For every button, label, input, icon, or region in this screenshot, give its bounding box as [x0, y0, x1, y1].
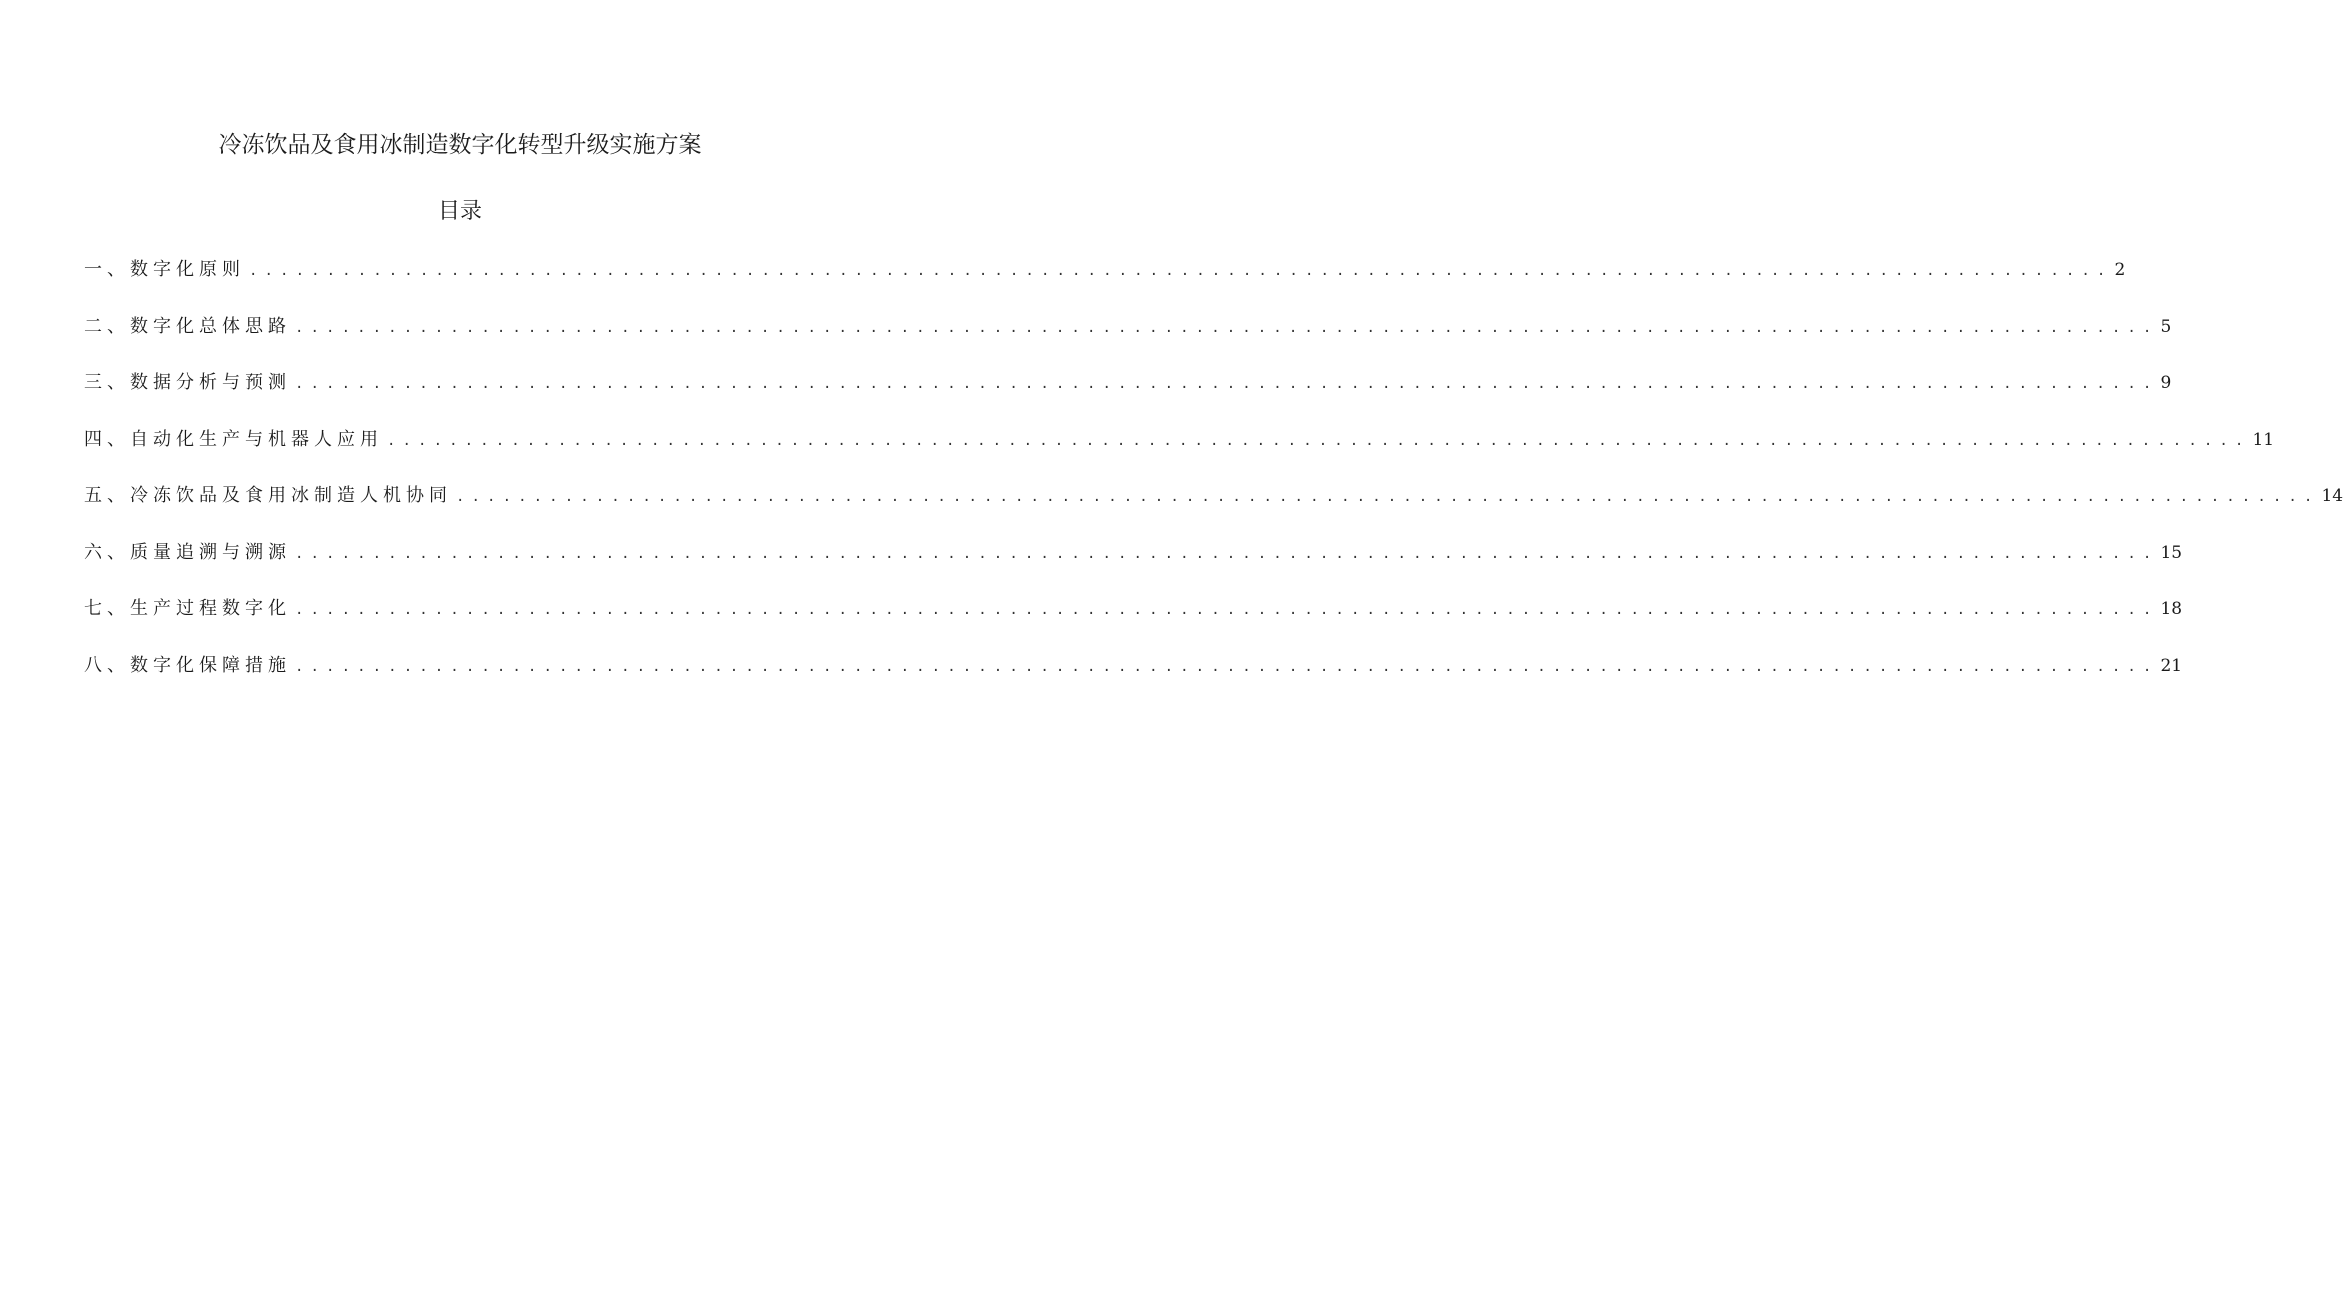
toc-entry[interactable]: [84, 369, 2172, 426]
toc-leader-dots: ........................................................................................................................: [295, 602, 2159, 618]
toc-entry[interactable]: [84, 652, 2183, 709]
toc-entry[interactable]: [84, 426, 2275, 483]
toc-entry-page: 15: [2160, 542, 2183, 563]
toc-entry-page: 11: [2252, 429, 2275, 450]
toc-leader-dots: ........................................................................................................................: [387, 432, 2251, 449]
toc-heading: 目录: [437, 199, 482, 224]
toc-leader-dots: ........................................................................................................................: [249, 263, 2113, 279]
toc-entry-page: 5: [2160, 316, 2172, 337]
toc-leader-dots: ........................................................................................................................: [295, 376, 2159, 392]
toc-entry-page: 14: [2321, 486, 2343, 506]
toc-entry-page: 18: [2160, 599, 2183, 619]
toc-entry-label: 七、生产过程数字化: [84, 598, 291, 619]
table-of-contents: [84, 256, 2343, 708]
toc-entry[interactable]: [84, 595, 2183, 652]
toc-entry-page: 9: [2160, 373, 2172, 393]
toc-entry-label: 六、质量追溯与溯源: [84, 541, 291, 563]
document-title: 冷冻饮品及食用冰制造数字化转型升级实施方案: [218, 132, 702, 158]
toc-leader-dots: ........................................................................................................................: [295, 319, 2159, 336]
toc-entry-page: 2: [2114, 260, 2126, 280]
toc-entry-page: 21: [2160, 655, 2183, 676]
toc-entry-label: 三、数据分析与预测: [84, 372, 291, 393]
toc-entry-label: 一、数字化原则: [84, 259, 245, 280]
toc-entry-label: 二、数字化总体思路: [84, 315, 291, 337]
toc-leader-dots: ........................................................................................................................: [295, 658, 2159, 675]
toc-entry[interactable]: [84, 313, 2172, 370]
toc-entry[interactable]: [84, 256, 2126, 313]
toc-entry-label: 五、冷冻饮品及食用冰制造人机协同: [84, 485, 452, 506]
toc-entry-label: 八、数字化保障措施: [84, 654, 291, 676]
toc-leader-dots: ........................................................................................................................: [295, 545, 2159, 562]
toc-entry[interactable]: [84, 482, 2343, 539]
toc-leader-dots: ........................................................................................................................: [456, 489, 2320, 505]
toc-entry[interactable]: [84, 539, 2183, 596]
toc-entry-label: 四、自动化生产与机器人应用: [84, 428, 383, 450]
